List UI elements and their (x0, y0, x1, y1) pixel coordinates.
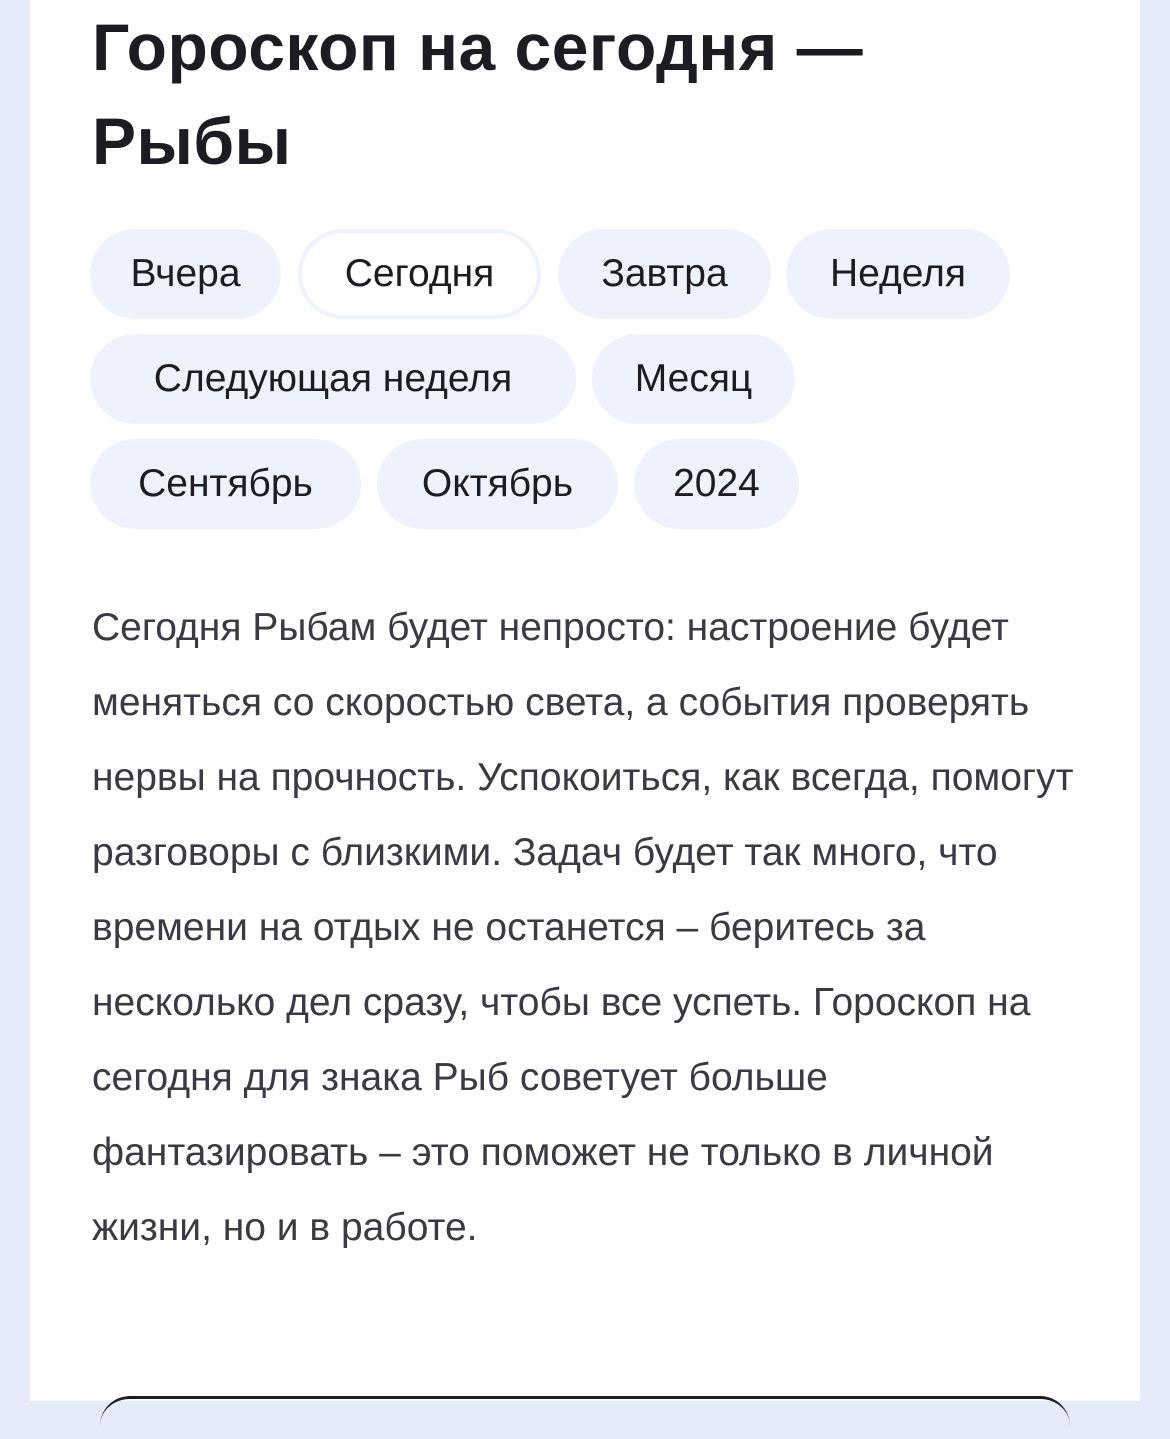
horoscope-card (30, 0, 1140, 1401)
tab-yesterday[interactable]: Вчера (90, 229, 281, 319)
page-title: Гороскоп на сегодня — Рыбы (92, 10, 864, 178)
tab-october[interactable]: Октябрь (377, 439, 618, 529)
tab-next-week[interactable]: Следующая неделя (90, 334, 576, 424)
horoscope-text: Сегодня Рыбам будет непросто: настроение будет меняться со скоростью света, а события проверять нервы на прочность. Успокоиться, как всегда, помогут разговоры с близкими. Задач будет так много, что времени на отдых не останется – беритесь за несколько дел сразу, чтобы все успеть. Гороскоп на сегодня для знака Рыб советует больше фантазировать – это поможет не только в личной жизни, но и в работе. (92, 606, 1074, 1249)
next-block-edge (100, 1396, 1070, 1439)
tab-month[interactable]: Месяц (592, 334, 795, 424)
tab-year-2024[interactable]: 2024 (634, 439, 799, 529)
tab-tomorrow[interactable]: Завтра (558, 229, 771, 319)
tab-week[interactable]: Неделя (786, 229, 1010, 319)
tab-september[interactable]: Сентябрь (90, 439, 361, 529)
tab-today[interactable]: Сегодня (298, 229, 541, 319)
